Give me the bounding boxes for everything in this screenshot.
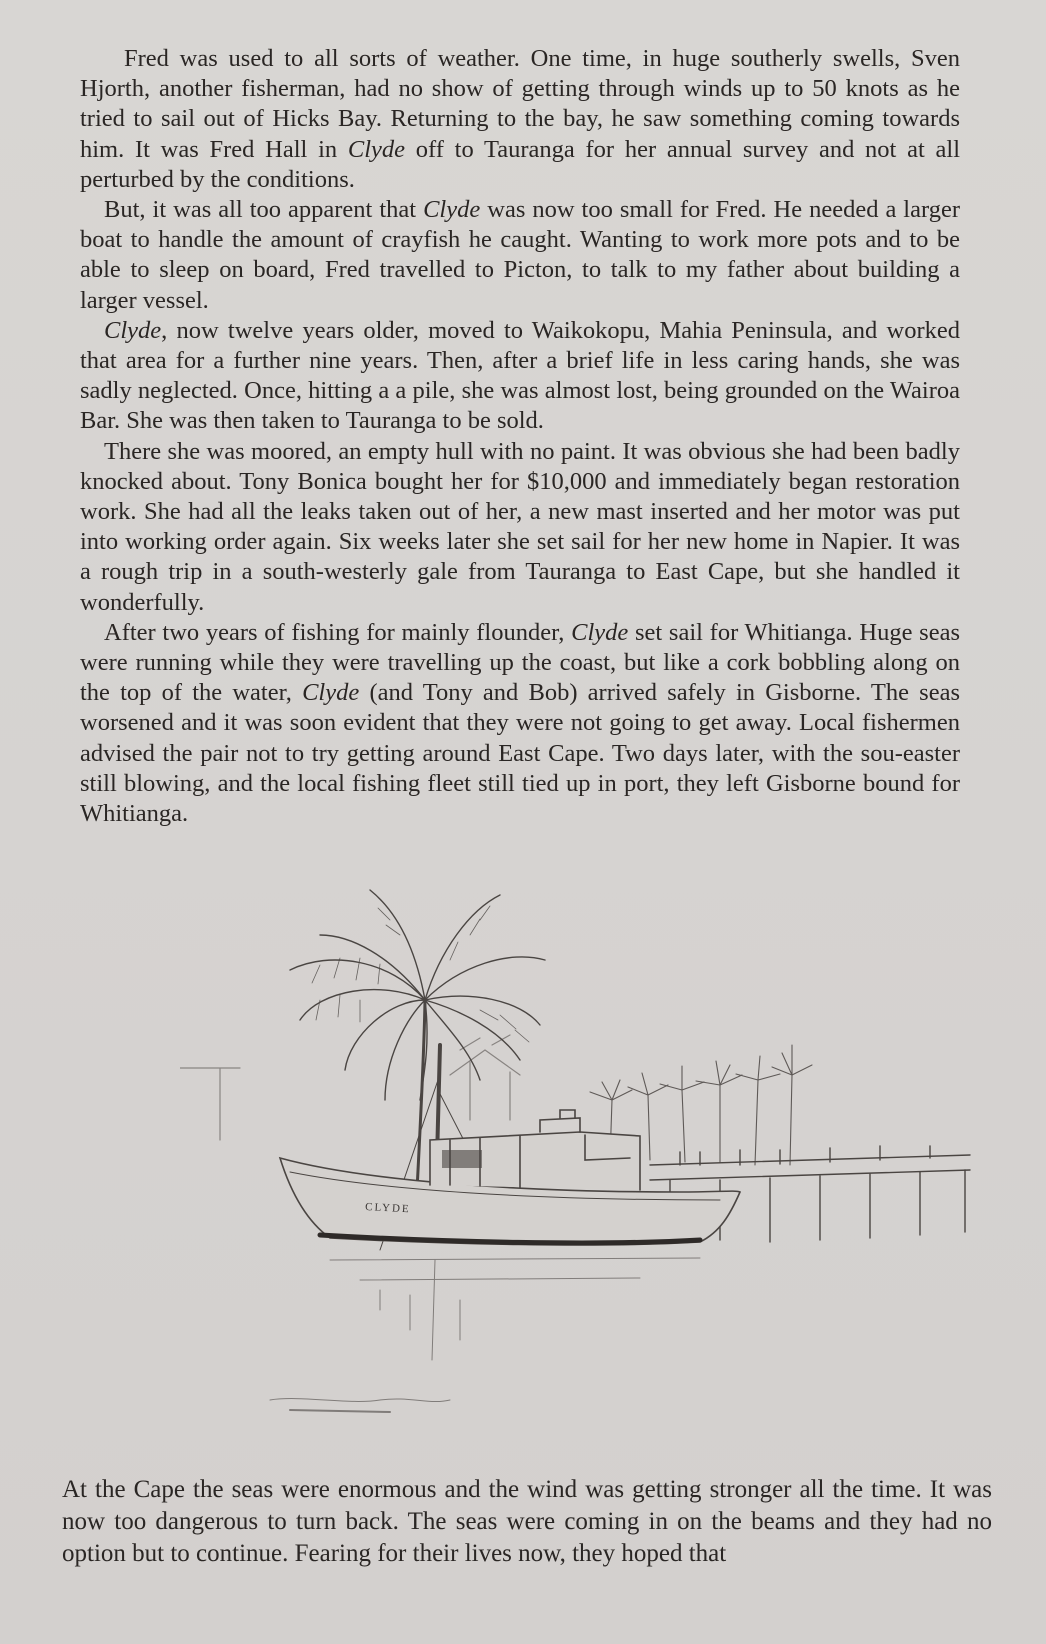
paragraph-5-text-b: set sail for Whitianga. Huge seas were running while they were travelling up the coast, but like a cork bobbling along on the top of the water, (80, 618, 960, 707)
paragraph-3-text: , now twelve years older, moved to Waikokopu, Mahia Peninsula, and worked that area for a further nine years. Then, after a brief life in less caring hands, she was sadly neglected. Once, hitting a a pile, she was almost lost, being grounded on the Wairoa Bar. She was then taken to Tauranga to be sold. (80, 316, 960, 435)
paragraph-3 (80, 316, 960, 437)
boat-name-italic: Clyde (347, 135, 406, 163)
hull-lettering: CLYDE (364, 1201, 411, 1216)
paragraph-2 (80, 195, 960, 316)
bottom-paragraph: At the Cape the seas were enormous and the wind was getting stronger all the time. It was now too dangerous to turn back. The seas were coming in on the beams and they had no option but to continue. Fearing for their lives now, they hoped that (62, 1476, 992, 1567)
paragraph-2-text-a: But, it was all too apparent that (104, 196, 424, 224)
background-buildings (180, 1035, 520, 1140)
paragraph-1-text-a: Fred was used to all sorts of weather. One time, in huge southerly swells, Sven Hjorth, another fisherman, had no show of getting through winds up to 50 knots as he tried to sail out of Hicks Bay. Returning to the bay, he saw something coming towards him. It was Fred Hall in (80, 45, 960, 163)
boat-name-italic: Clyde (302, 679, 360, 707)
boat-clyde (280, 1110, 740, 1245)
paragraph-4 (80, 437, 960, 618)
paragraph-5-text-c: (and Tony and Bob) arrived safely in Gisborne. The seas worsened and it was soon evident that they were not going to get away. Local fishermen advised the pair not to try getting around East Cape. Two days later, with the sou-easter still blowing, and the local fishing fleet still tied up in port, they left Gisborne bound for Whitianga. (80, 679, 960, 828)
water-reflections (270, 1258, 700, 1412)
boat-name-italic: Clyde (104, 316, 162, 344)
boat-name-italic: Clyde (423, 196, 481, 224)
paragraph-1 (80, 44, 960, 195)
paragraph-5-text-a: After two years of fishing for mainly flounder, (104, 618, 572, 646)
paragraph-4-text: There she was moored, an empty hull with no paint. It was obvious she had been badly knocked about. Tony Bonica bought her for $10,000 and immediately began restoration work. She had all the leaks taken out of her, a new mast inserted and her motor was put into working order again. Six weeks later she set sail for her new home in Napier. It was a rough trip in a south-westerly gale from Tauranga to East Cape, but she handled it wonderfully. (80, 437, 960, 616)
paragraph-1-text-b: off to Tauranga for her annual survey and not at all perturbed by the conditions. (80, 135, 961, 193)
boat-name-italic: Clyde (571, 618, 629, 646)
paragraph-5 (80, 618, 960, 829)
boat-sketch-illustration (180, 840, 1020, 1460)
paragraph-2-text-b: was now too small for Fred. He needed a larger boat to handle the amount of crayfish he caught. Wanting to work more pots and to be able to sleep on board, Fred travelled to Picton, to talk to my father about building a larger vessel. (80, 196, 960, 314)
body-text (80, 44, 960, 829)
